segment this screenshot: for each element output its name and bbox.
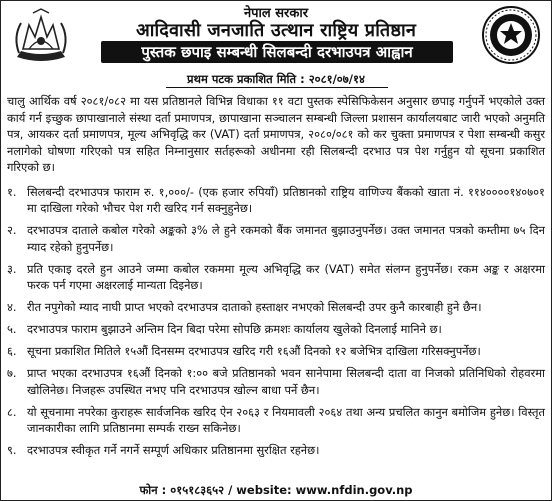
item-number: ८. xyxy=(7,404,17,419)
list-item xyxy=(7,299,545,315)
list-item xyxy=(7,365,545,398)
item-text: दरभाउपत्र फाराम बुझाउने अन्तिम दिन बिदा परेमा सोपछि क्रमशः कार्यालय खुलेको दिनलाई मानिने छ। xyxy=(27,322,442,337)
item-number: ७. xyxy=(7,366,17,381)
notice-title-banner: पुस्तक छपाइ सम्बन्धी सिलबन्दी दरभाउपत्र आह्वान xyxy=(101,41,453,63)
item-text: यो सूचनामा नपरेका कुराहरू सार्वजनिक खरिद ऐन २०६३ र नियमावली २०६४ तथा अन्य प्रचलित कानुन बमोजिम हुनेछ। विस्तृत जानकारीका लागि प्रतिष्ठानमा सम्पर्क राख्न सकिनेछ। xyxy=(27,404,545,436)
organization-name: आदिवासी जनजाति उत्थान राष्ट्रिय प्रतिष्ठान xyxy=(135,20,417,41)
item-number: २. xyxy=(7,223,17,238)
government-heading: नेपाल सरकार xyxy=(243,6,309,21)
item-text: दरभाउपत्र दाताले कबोल गरेको अङ्कको ३% ले हुने रकमको बैंक जमानत बुझाउनुपर्नेछ। उक्त जमानत पत्रको कम्तीमा ७५ दिन म्याद रहेको हुनुपर्नेछ। xyxy=(27,223,545,254)
institution-seal-icon xyxy=(481,5,541,65)
list-item xyxy=(7,184,545,217)
item-number: ५. xyxy=(7,322,17,337)
intro-paragraph: चालु आर्थिक वर्ष २०८१/०८२ मा यस प्रतिष्ठानले विभिन्न विधाका ११ वटा पुस्तक स्पेसिफिकेसन अनुसार छपाइ गर्नुपर्ने भएकोले उक्त कार्य गर्न इच्छुक छापाखानाले संस्था दर्ता प्रमाणपत्र, छापाखाना सञ्चालन सम्बन्धी जिल्ला प्रशासन कार्यालयबाट जारी भएको अनुमति पत्र, आयकर दर्ता प्रमाणपत्र, मूल्य अभिवृद्धि कर (VAT) दर्ता प्रमाणपत्र, २०८०/०८१ को कर चुक्ता प्रमाणपत्र र पेशा सम्बन्धी कसुर नलागेको घोषणा गरिएको पत्र सहित निम्नानुसार सर्तहरूको अधीनमा रही सिलबन्दी दरभाउ पत्र पेश गर्नुहुन यो सूचना प्रकाशित गरिएको छ। xyxy=(7,94,545,175)
item-text: प्राप्त भएका दरभाउपत्र १६औं दिनको १:०० बजे प्रतिष्ठानको भवन सानेपामा सिलबन्दी दाता वा निजको प्रतिनिधिको रोहवरमा खोलिनेछ। निजहरू उपस्थित नभए पनि दरभाउपत्र खोल्न बाधा पर्ने छैन। xyxy=(27,366,545,397)
list-item xyxy=(7,321,545,337)
conditions-list xyxy=(7,184,545,464)
website-link[interactable]: website: www.nfdin.gov.np xyxy=(236,483,413,497)
item-number: ३. xyxy=(7,261,17,276)
list-item xyxy=(7,442,545,458)
list-item xyxy=(7,261,545,294)
item-text: प्रति एकाइ दरले हुन आउने जम्मा कबोल रकममा मूल्य अभिवृद्धि कर (VAT) समेत संलग्न हुनुपर्नेछ। रकम अङ्क र अक्षरमा फरक पर्न गएमा अक्षरलाई मान्यता दिइनेछ। xyxy=(27,261,545,293)
list-item xyxy=(7,404,545,437)
item-text: सिलबन्दी दरभाउपत्र फाराम रु. १,०००/- (एक हजार रुपियाँ) प्रतिष्ठानको राष्ट्रिय वाणिज्य बैंकको खाता नं. ११४००००१४०७०१ मा दाखिला गरेको भौचर पेश गरी खरिद गर्न सक्नुहुनेछ। xyxy=(27,185,545,216)
item-text: सूचना प्रकाशित मितिले १५औं दिनसम्म दरभाउपत्र खरिद गरी १६औं दिनको १२ बजेभित्र दाखिला गरिसक्नुपर्नेछ। xyxy=(27,344,481,359)
contact-footer xyxy=(1,483,551,498)
item-number: ४. xyxy=(7,300,17,315)
footer-separator: / xyxy=(228,483,233,497)
list-item xyxy=(7,222,545,255)
publication-date: प्रथम पटक प्रकाशित मिति : २०८१/०७/१४ xyxy=(187,72,365,86)
item-number: १. xyxy=(7,185,17,199)
item-text: रीत नपुगेको म्याद नाघी प्राप्त भएको दरभाउपत्र दाताको हस्ताक्षर नभएको सिलबन्दी उपर कुनै कारबाही हुने छैन। xyxy=(27,300,482,315)
date-underline xyxy=(166,87,388,88)
item-number: ६. xyxy=(7,344,17,359)
item-number: ९. xyxy=(7,443,17,458)
list-item xyxy=(7,343,545,359)
phone-number: फोन : ०१५१८३६५२ xyxy=(139,483,225,497)
item-text: दरभाउपत्र स्वीकृत गर्ने नगर्ने सम्पूर्ण अधिकार प्रतिष्ठानमा सुरक्षित रहनेछ। xyxy=(27,443,320,458)
